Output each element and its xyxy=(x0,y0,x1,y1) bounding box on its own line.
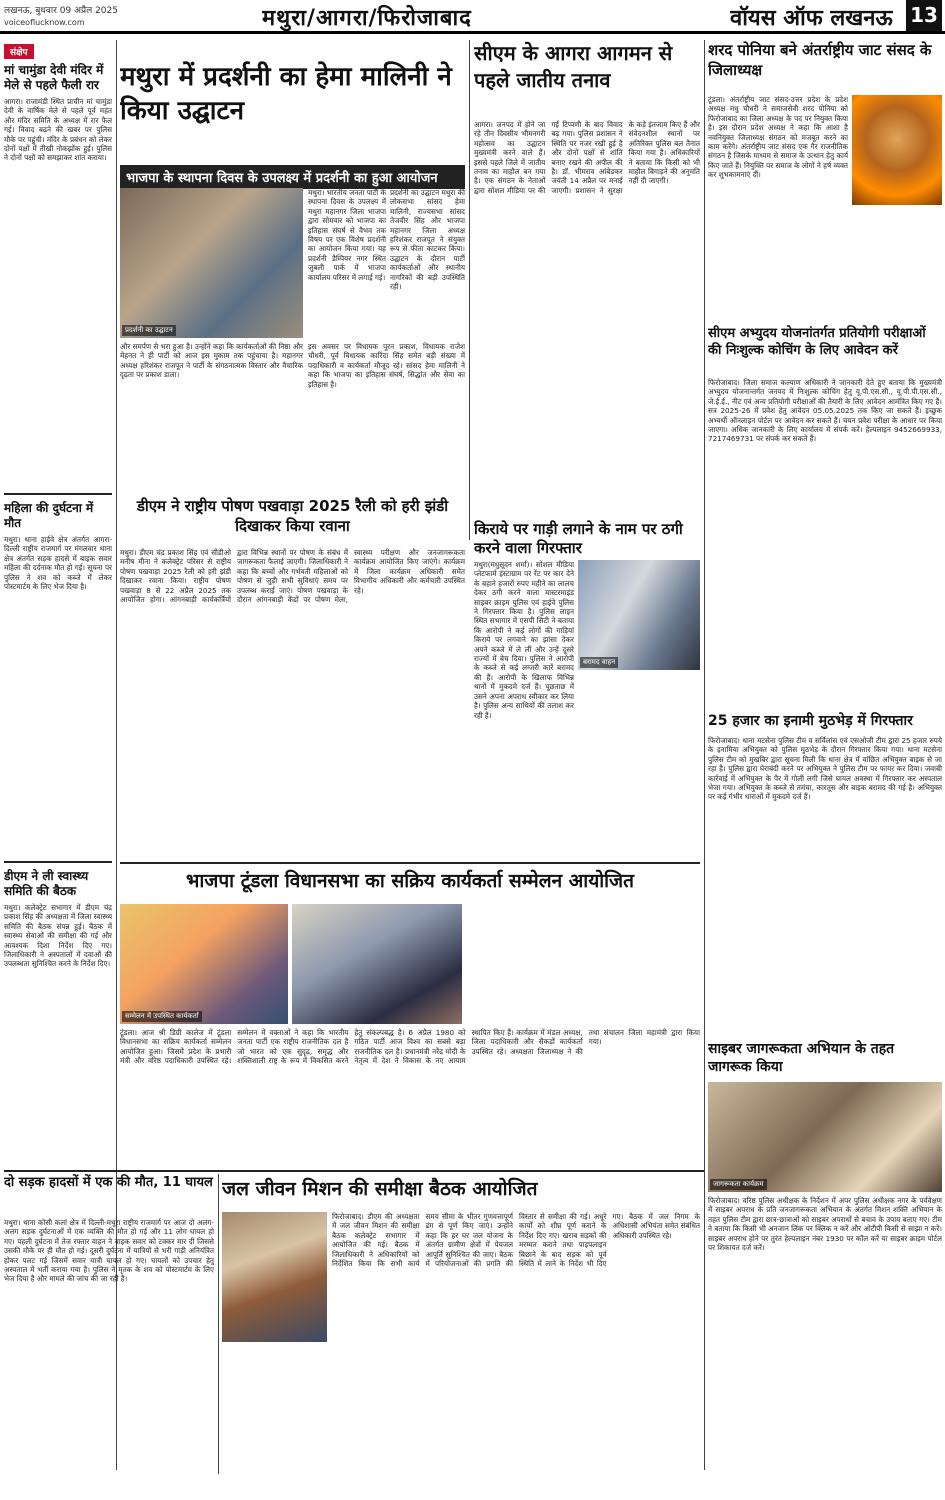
column-rule xyxy=(704,40,705,1470)
website[interactable]: voiceoflucknow.com xyxy=(4,18,85,27)
cm-headline: सीएम के आगरा आगमन से पहले जातीय तनाव xyxy=(474,41,673,92)
cyber-photo xyxy=(708,1082,942,1192)
page-number: 13 xyxy=(906,0,942,31)
kiraye-headline: किराये पर गाड़ी लगाने के नाम पर ठगी करने वाला गिरफ्तार xyxy=(474,520,683,557)
inami-headline-block xyxy=(708,712,942,736)
cyber-headline-block xyxy=(708,1040,942,1080)
hema-subheadline: भाजपा के स्थापना दिवस के उपलक्ष्य में प्रदर्शनी का हुआ आयोजन xyxy=(120,165,465,189)
kiraye-headline-block xyxy=(474,520,700,560)
cm-body: आगरा। जनपद में होने जा रहे तीन दिवसीय भीमनगरी महोत्सव का उद्घाटन मुख्यमंत्री करने वाले हैं। इससे पहले जिले में जातीय तनाव का माहौल बन गया है। एक संगठन के नेताओं द्वारा सोशल मीडिया पर की गई टिप्पणी के बाद विवाद बढ़ गया। पुलिस प्रशासन ने स्थिति पर नजर रखी हुई है और दोनों पक्षों से शांति बनाए रखने की अपील की है। डॉ. भीमराव आंबेडकर जयंती 14 अप्रैल पर मनाई जाएगी। प्रशासन ने सुरक्षा के कड़े इंतजाम किए हैं और संवेदनशील स्थानों पर अतिरिक्त पुलिस बल तैनात किया गया है। अधिकारियों ने बताया कि किसी को भी माहौल बिगाड़ने की अनुमति नहीं दी जाएगी। xyxy=(474,120,700,195)
accident-headline-block xyxy=(4,1174,214,1218)
hema-headline-block xyxy=(120,60,465,180)
cyber-photo-caption: जागरूकता कार्यक्रम xyxy=(710,1179,767,1190)
brief-1-body: आगरा। राजामंडी स्थित प्राचीन मां चामुंडा देवी के वार्षिक मेले से पहले पूर्व महंत और मंदिर समिति के अध्यक्ष में रार फैल गई। विवाद बढ़ने की खबर पर पुलिस मौके पर पहुंची। मंदिर के प्रबंधन को लेकर दोनों पक्षों में तीखी नोकझोंक हुई। पुलिस ने दोनों पक्षों को समझाकर शांत कराया। xyxy=(4,97,112,163)
brief-label: संक्षेप xyxy=(4,44,34,59)
hema-body-4: इस अवसर पर विधायक पूरन प्रकाश, विधायक राजेश चौधरी, पूर्व विधायक कारिंदा सिंह समेत बड़ी संख्या में पदाधिकारी व कार्यकर्ता मौजूद रहे। सांसद हेमा मालिनी ने कहा कि भाजपा का इतिहास संघर्ष, सिद्धांत और सेवा का इतिहास है। xyxy=(308,342,465,389)
inami-headline: 25 हजार का इनामी मुठभेड़ में गिरफ्तार xyxy=(708,713,913,729)
cm-headline-block xyxy=(474,40,700,120)
brief-3-body: मथुरा। कलेक्ट्रेट सभागार में डीएम चंद्र प्रकाश सिंह की अध्यक्षता में जिला स्वास्थ्य समिति की बैठक संपन्न हुई। बैठक में स्वास्थ्य सेवाओं की समीक्षा की गई और आवश्यक दिशा निर्देश दिए गए। जिलाधिकारी ने अस्पतालों में दवाओं की उपलब्धता सुनिश्चित करने के निर्देश दिए। xyxy=(4,903,112,969)
inami-body: फिरोजाबाद। थाना मटसेना पुलिस टीम व सर्विलांस एवं एसओजी टीम द्वारा 25 हजार रुपये के इनामिया अभियुक्त को पुलिस मुठभेड़ के दौरान गिरफ्तार किया गया। थाना मटसेना पुलिस टीम को मुखबिर द्वारा सूचना मिली कि थाना क्षेत्र में वांछित अभियुक्त बाइक से जा रहा है। पुलिस द्वारा घेराबंदी करने पर अभियुक्त ने पुलिस टीम पर फायर कर दिया। जवाबी कार्रवाई में अभियुक्त के पैर में गोली लगी जिसे घायल अवस्था में गिरफ्तार कर अस्पताल भेजा गया। अभियुक्त के कब्जे से तमंचा, कारतूस और बाइक बरामद की गई है। अभियुक्त पर कई गंभीर धाराओं में मुकदमे दर्ज हैं। xyxy=(708,736,942,802)
kiraye-body: मथुरा(मधुसूदन शर्मा)। सोशल मीडिया प्लेटफार्म इंस्टाग्राम पर रेंट पर कार देने के बहाने हजारों रुपए महीने का लालच देकर ठगी करने वाला मास्टरमाइंड साइबर क्राइम पुलिस एवं हाईवे पुलिस ने गिरफ्तार किया है। पुलिस लाइन स्थित सभागार में एसपी सिटी ने बताया कि आरोपी ने कई लोगों की गाड़ियां किराये पर लगवाने का झांसा देकर अपने कब्जे में ले लीं और उन्हें दूसरे राज्यों में बेच दिया। पुलिस ने आरोपी के कब्जे से कई लग्जरी कारें बरामद की हैं। आरोपी के खिलाफ विभिन्न थानों में मुकदमे दर्ज हैं। पूछताछ में उसने अपना अपराध स्वीकार कर लिया है। पुलिस अन्य साथियों की तलाश कर रही है। xyxy=(474,560,574,720)
kiraye-photo xyxy=(578,560,700,670)
dateline: लखनऊ, बुधवार 09 अप्रैल 2025 xyxy=(4,6,118,16)
bhajpa-photo-2 xyxy=(292,904,462,1024)
newspaper-brand: वॉयस ऑफ लखनऊ xyxy=(730,6,893,31)
divider xyxy=(4,1170,704,1172)
cyber-headline: साइबर जागरूकता अभियान के तहत जागरूक किया xyxy=(708,1041,895,1075)
accident-headline: दो सड़क हादसों में एक की मौत, 11 घायल xyxy=(4,1175,213,1190)
coaching-headline-block xyxy=(708,325,942,375)
cyber-body: फिरोजाबाद। वरिष्ठ पुलिस अधीक्षक के निर्देशन में अपर पुलिस अधीक्षक नगर के पर्यवेक्षण में साइबर अपराध के प्रति जनजागरूकता अभियान के अंतर्गत मिशन शक्ति अभियान के तहत पुलिस टीम द्वारा छात्र-छात्राओं को साइबर अपराधों से बचाव के उपाय बताए गए। टीम ने बताया कि किसी भी अनजान लिंक पर क्लिक न करें और ओटीपी किसी से साझा न करें। साइबर अपराध होने पर तुरंत हेल्पलाइन नंबर 1930 पर कॉल करें या साइबर क्राइम पोर्टल पर शिकायत दर्ज करें। xyxy=(708,1196,942,1253)
divider xyxy=(4,493,112,495)
divider xyxy=(120,862,700,864)
section-title: मथुरा/आगरा/फिरोजाबाद xyxy=(262,6,472,31)
sharad-body: टूंडला। अंतर्राष्ट्रीय जाट संसद-उत्तर प्रदेश के प्रदेश अध्यक्ष मधु चौधरी ने समाजसेवी शरद पोनिया को फिरोजाबाद का जिला अध्यक्ष के पद पर नियुक्त किया है। इस दौरान प्रदेश अध्यक्ष ने कहा कि आशा है नवनियुक्त जिलाध्यक्ष संगठन को मजबूत करने का काम करेंगे। अंतर्राष्ट्रीय जाट संसद एक गैर राजनीतिक संगठन है जिसके माध्यम से समाज के उत्थान हेतु कार्य किए जाते हैं। नियुक्ति पर समाज के लोगों ने हर्ष व्यक्त कर शुभकामनाएं दीं। xyxy=(708,95,848,180)
jal-headline-block xyxy=(222,1174,700,1210)
brief-2-title: महिला की दुर्घटना में मौत xyxy=(4,501,94,530)
sharad-portrait xyxy=(852,95,942,205)
brief-1-title: मां चामुंडा देवी मंदिर में मेले से पहले फैली रार xyxy=(4,63,104,92)
column-rule xyxy=(469,40,470,540)
kiraye-photo-caption: बरामद वाहन xyxy=(580,657,618,668)
poshan-headline: डीएम ने राष्ट्रीय पोषण पखवाड़ा 2025 रैली को हरी झंडी दिखाकर किया रवाना xyxy=(136,497,449,535)
sharad-headline: शरद पोनिया बने अंतर्राष्ट्रीय जाट संसद के जिलाध्यक्ष xyxy=(708,41,932,79)
jal-headline: जल जीवन मिशन की समीक्षा बैठक आयोजित xyxy=(222,1178,538,1200)
jal-photo xyxy=(222,1212,327,1342)
hema-headline: मथुरा में प्रदर्शनी का हेमा मालिनी ने किया उद्घाटन xyxy=(120,62,452,126)
coaching-body: फिरोजाबाद। जिला समाज कल्याण अधिकारी ने जानकारी देते हुए बताया कि मुख्यमंत्री अभ्युदय योजनान्तर्गत जनपद में निःशुल्क कोचिंग हेतु यू.पी.एस.सी., यू.पी.पी.एस.सी., जे.ई.ई., नीट एवं अन्य प्रतियोगी परीक्षाओं की तैयारी के लिए आवेदन आमंत्रित किए गए हैं। सत्र 2025-26 में प्रवेश हेतु आवेदन 05.05.2025 तक किए जा सकते हैं। इच्छुक अभ्यर्थी ऑनलाइन पोर्टल पर आवेदन कर सकते हैं। चयन प्रवेश परीक्षा के आधार पर किया जाएगा। अधिक जानकारी के लिए कार्यालय में संपर्क करें। हेल्पलाइन 9452669933, 7217469731 पर संपर्क कर सकते हैं। xyxy=(708,378,942,444)
bhajpa-photo-caption: सम्मेलन में उपस्थित कार्यकर्ता xyxy=(122,1011,202,1022)
hema-body-2: प्रदर्शनी का उद्घाटन मथुरा की लोकसभा सांसद हेमा मालिनी, राज्यसभा सांसद तेजवीर सिंह और भाजपा महानगर जिला अध्यक्ष हरिशंकर राजपूत ने संयुक्त रूप से फीता काटकर किया। उद्घाटन के दौरान पार्टी कार्यकर्ताओं और स्थानीय नागरिकों की बड़ी उपस्थिति रही। xyxy=(390,188,465,292)
coaching-headline: सीएम अभ्युदय योजनांतर्गत प्रतियोगी परीक्षाओं की निःशुल्क कोचिंग के लिए आवेदन करें xyxy=(708,326,926,358)
jal-body: फिरोजाबाद। डीएम की अध्यक्षता में जल जीवन मिशन की समीक्षा बैठक कलेक्ट्रेट सभागार में आयोजित की गई। बैठक में जिलाधिकारी ने अधिकारियों को निर्देशित किया कि सभी कार्य समय सीमा के भीतर गुणवत्तापूर्ण ढंग से पूर्ण किए जाएं। उन्होंने कहा कि हर घर जल योजना के अंतर्गत ग्रामीण क्षेत्रों में पेयजल आपूर्ति सुनिश्चित की जाए। बैठक में परियोजनाओं की प्रगति की विस्तार से समीक्षा की गई। अधूरे कार्यों को शीघ्र पूर्ण कराने के निर्देश दिए गए। खराब सड़कों की मरम्मत कराने तथा पाइपलाइन बिछाने के बाद सड़क को पूर्व स्थिति में लाने के निर्देश भी दिए गए। बैठक में जल निगम के अधिशासी अभियंता समेत संबंधित अधिकारी उपस्थित रहे। xyxy=(332,1212,700,1269)
bhajpa-headline-block xyxy=(120,866,700,902)
brief-3-title: डीएम ने ली स्वास्थ्य समिति की बैठक xyxy=(4,869,89,898)
accident-body: मथुरा। थाना कोसी कलां क्षेत्र में दिल्ली-मथुरा राष्ट्रीय राजमार्ग पर आज दो अलग-अलग सड़क दुर्घटनाओं में एक व्यक्ति की मौत हो गई और 11 लोग घायल हो गए। पहली दुर्घटना में तेज रफ्तार वाहन ने बाइक सवार को टक्कर मार दी जिससे उसकी मौके पर ही मौत हो गई। दूसरी दुर्घटना में यात्रियों से भरी गाड़ी अनियंत्रित होकर पलट गई जिसमें सवार यात्री घायल हो गए। घायलों को उपचार हेतु अस्पताल में भर्ती कराया गया है। पुलिस ने मृतक के शव को पोस्टमार्टम के लिए भेज दिया है और मामले की जांच की जा रही है। xyxy=(4,1218,214,1284)
divider xyxy=(4,861,112,863)
hema-photo-caption: प्रदर्शनी का उद्घाटन xyxy=(122,325,176,336)
hema-body-3: और समर्पण से भरा हुआ है। उन्होंने कहा कि कार्यकर्ताओं की निष्ठा और मेहनत ने ही पार्टी को आज इस मुकाम तक पहुंचाया है। महानगर अध्यक्ष हरिशंकर राजपूत ने पार्टी के संगठनात्मक विस्तार और वैचारिक दृढ़ता पर प्रकाश डाला। xyxy=(120,342,303,380)
poshan-headline-block xyxy=(120,496,465,546)
hema-photo xyxy=(120,188,303,338)
brief-2-body: मथुरा। थाना हाईवे क्षेत्र अंतर्गत आगरा-दिल्ली राष्ट्रीय राजमार्ग पर मंगलवार थाना क्षेत्र अंतर्गत सड़क हादसे में बाइक सवार महिला की दर्दनाक मौत हो गई। सूचना पर पुलिस ने शव को कब्जे में लेकर पोस्टमार्टम के लिए भेज दिया है। xyxy=(4,535,112,592)
bhajpa-photo xyxy=(120,904,288,1024)
column-rule xyxy=(218,1174,219,1474)
bhajpa-headline: भाजपा टूंडला विधानसभा का सक्रिय कार्यकर्ता सम्मेलन आयोजित xyxy=(186,870,634,892)
masthead xyxy=(0,0,945,34)
bhajpa-body: टूंडला। आज श्री डिग्री कालेज में टूंडला विधानसभा का सक्रिय कार्यकर्ता सम्मेलन आयोजित हुआ। जिसमें प्रदेश के प्रभारी मंत्री और वरिष्ठ पदाधिकारी उपस्थित रहे। सम्मेलन में वक्ताओं ने कहा कि भारतीय जनता पार्टी एक राष्ट्रीय राजनीतिक दल है जो भारत को एक सुदृढ़, समृद्ध और शक्तिशाली राष्ट्र के रूप में विकसित करने हेतु संकल्पबद्ध है। 6 अप्रैल 1980 को गठित पार्टी आज विश्व का सबसे बड़ा राजनीतिक दल है। प्रधानमंत्री नरेंद्र मोदी के नेतृत्व में देश ने विकास के नए आयाम स्थापित किए हैं। कार्यक्रम में मंडल अध्यक्ष, जिला पदाधिकारी और सैकड़ों कार्यकर्ता उपस्थित रहे। अध्यक्षता जिलाध्यक्ष ने की तथा संचालन जिला महामंत्री द्वारा किया गया। xyxy=(120,1028,700,1066)
poshan-body: मथुरा। डीएम चंद्र प्रकाश सिंह एवं सीडीओ मनीष मीना ने कलेक्ट्रेट परिसर से राष्ट्रीय पोषण पखवाड़ा 2025 रैली को हरी झंडी दिखाकर रवाना किया। राष्ट्रीय पोषण पखवाड़ा 8 से 22 अप्रैल 2025 तक आयोजित होगा। आंगनबाड़ी कार्यकर्त्रियों द्वारा विभिन्न स्थानों पर पोषण के संबंध में जागरूकता फैलाई जाएगी। जिलाधिकारी ने कहा कि बच्चों और गर्भवती महिलाओं को पोषण से जुड़ी सभी सुविधाएं समय पर उपलब्ध कराई जाएं। पोषण पखवाड़ा के दौरान आंगनबाड़ी केंद्रों पर पोषण मेला, स्वास्थ्य परीक्षण और जनजागरूकता कार्यक्रम आयोजित किए जाएंगे। कार्यक्रम में जिला कार्यक्रम अधिकारी समेत विभागीय अधिकारी और कर्मचारी उपस्थित रहे। xyxy=(120,548,465,605)
hema-body-1: मथुरा। भारतीय जनता पार्टी के स्थापना दिवस के उपलक्ष्य में मथुरा महानगर जिला भाजपा द्वारा सोमवार को भाजपा का इतिहास संघर्ष से वैभव तक विषय पर एक विशेष प्रदर्शनी का आयोजन किया गया। यह प्रदर्शनी डैम्पियर नगर स्थित जुबली पार्क में भाजपा कार्यालय परिसर में लगाई गई। xyxy=(308,188,386,282)
